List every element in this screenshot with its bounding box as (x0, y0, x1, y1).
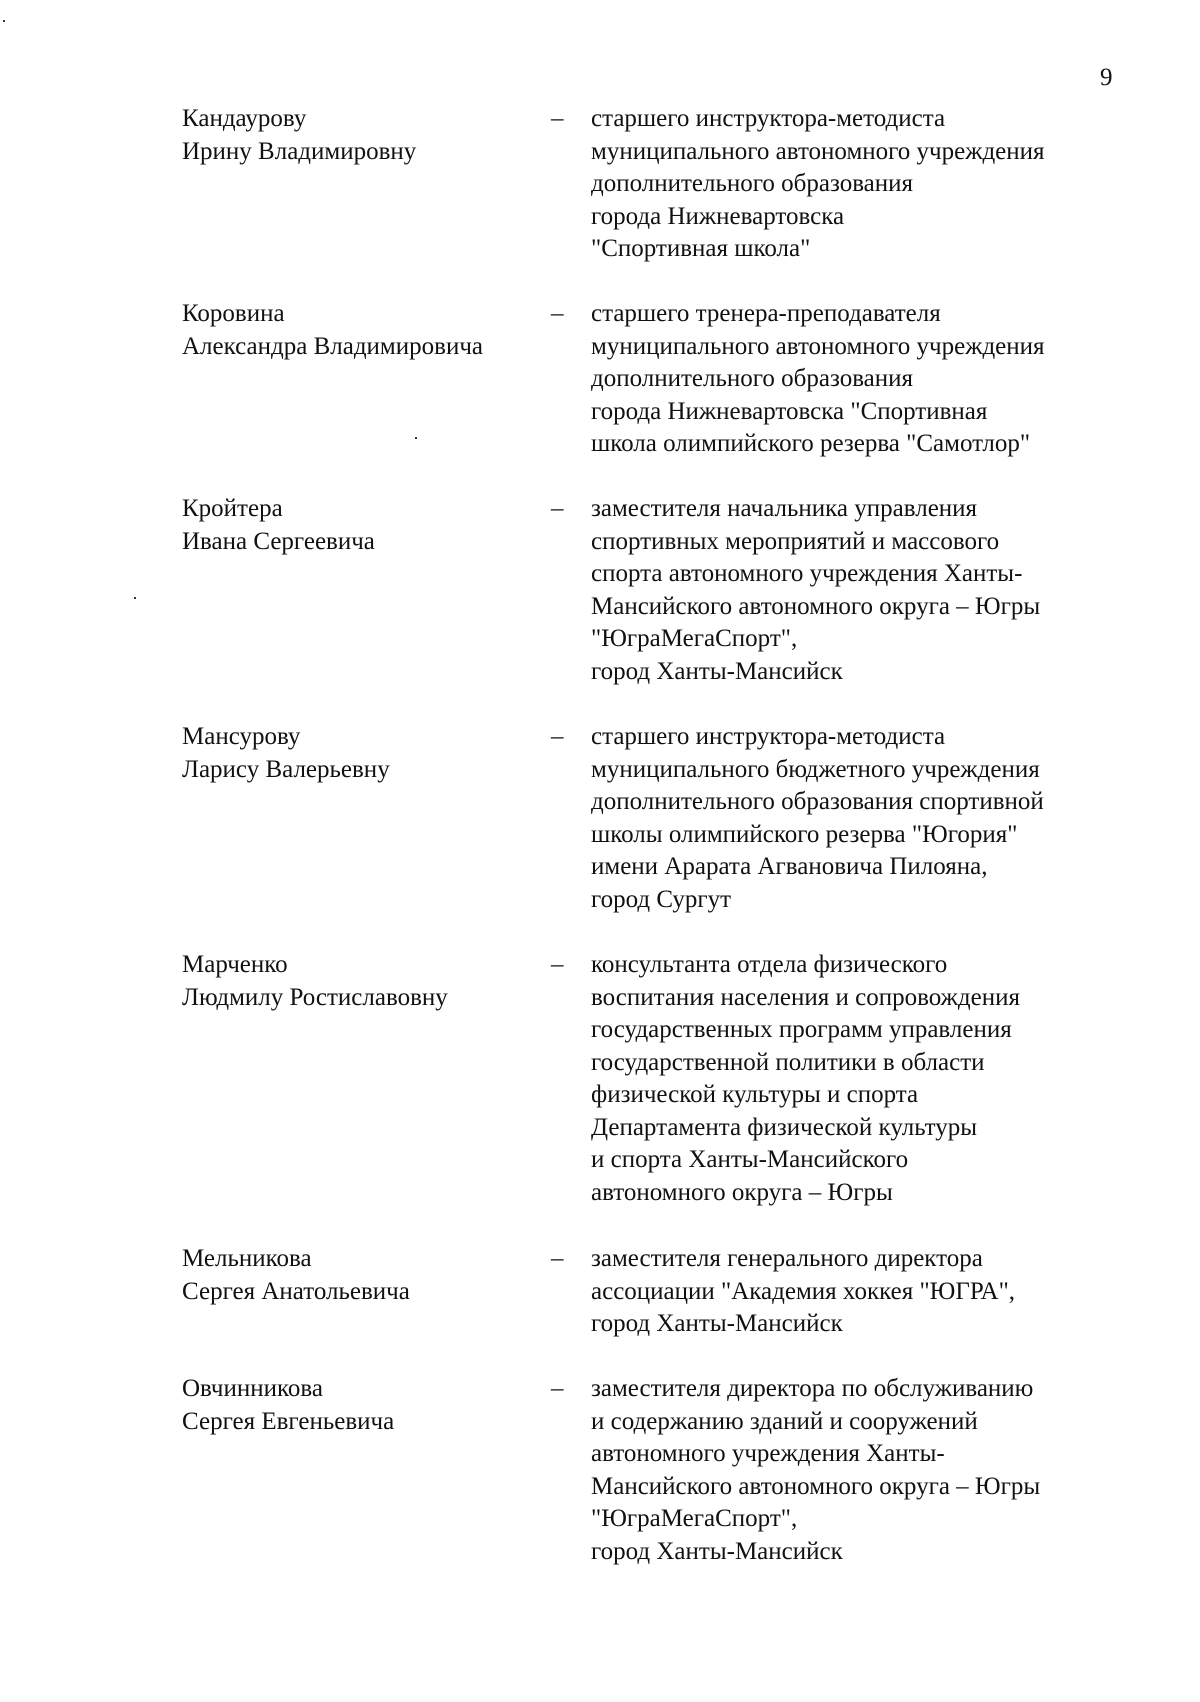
position-line: города Нижневартовска "Спортивная (591, 397, 988, 425)
position-line: старшего инструктора-методиста (591, 723, 946, 750)
person-name (182, 721, 552, 786)
person-name (182, 493, 552, 558)
separator-dash: – (551, 723, 564, 750)
person-surname: Мельникова (182, 1245, 312, 1272)
position-line: дополнительного образования (591, 365, 914, 392)
position-line: город Сургут (591, 885, 732, 913)
position-line: консультанта отдела физического (591, 951, 948, 978)
position-line: "Спортивная школа" (591, 235, 811, 262)
position-line: "ЮграМегаСпорт", (591, 1505, 798, 1532)
position-line: муниципального автономного учреждения (591, 332, 1045, 360)
person-surname: Коровина (182, 300, 285, 327)
position-line: автономного учреждения Ханты- (591, 1440, 945, 1467)
person-name (182, 1373, 552, 1438)
person-surname: Овчинникова (182, 1375, 323, 1402)
position-line: город Ханты-Мансийск (591, 1537, 843, 1565)
position-line: "ЮграМегаСпорт", (591, 625, 798, 652)
position-description (591, 493, 1131, 688)
person-given-name: Сергея Анатольевича (182, 1277, 410, 1305)
position-line: дополнительного образования (591, 170, 914, 197)
position-line: государственных программ управления (591, 1016, 1012, 1043)
page-number: 9 (1100, 64, 1113, 91)
position-line: старшего тренера-преподавателя (591, 300, 941, 327)
scan-speck (415, 437, 417, 439)
person-surname: Мансурову (182, 723, 301, 750)
position-line: Мансийского автономного округа – Югры (591, 1472, 1041, 1500)
position-line: Мансийского автономного округа – Югры (591, 592, 1041, 620)
scan-speck (134, 597, 136, 599)
person-name (182, 298, 552, 363)
person-surname: Марченко (182, 951, 288, 978)
position-line: города Нижневартовска (591, 202, 845, 230)
person-surname: Кройтера (182, 495, 283, 522)
separator-dash: – (551, 1375, 564, 1402)
position-description (591, 103, 1131, 266)
person-name (182, 1243, 552, 1308)
person-given-name: Ивана Сергеевича (182, 527, 375, 555)
person-given-name: Сергея Евгеньевича (182, 1407, 395, 1435)
position-description (591, 1243, 1131, 1341)
position-line: ассоциации "Академия хоккея "ЮГРА", (591, 1277, 1016, 1305)
position-line: город Ханты-Мансийск (591, 1310, 843, 1337)
separator-dash: – (551, 1245, 564, 1272)
position-line: спортивных мероприятий и массового (591, 527, 1000, 555)
position-line: спорта автономного учреждения Ханты- (591, 560, 1023, 587)
position-line: имени Арарата Агвановича Пилояна, (591, 853, 988, 880)
position-description (591, 949, 1131, 1209)
separator-dash: – (551, 495, 564, 522)
person-given-name: Ирину Владимировну (182, 137, 417, 165)
person-given-name: Александра Владимировича (182, 332, 483, 360)
person-surname: Кандаурову (182, 105, 307, 132)
position-line: воспитания населения и сопровождения (591, 983, 1020, 1011)
person-name (182, 103, 552, 168)
position-line: Департамента физической культуры (591, 1113, 978, 1141)
position-line: физической культуры и спорта (591, 1081, 919, 1108)
position-line: муниципального бюджетного учреждения (591, 755, 1040, 783)
separator-dash: – (551, 105, 564, 132)
position-line: дополнительного образования спортивной (591, 788, 1044, 815)
separator-dash: – (551, 300, 564, 327)
person-name (182, 949, 552, 1014)
position-description (591, 298, 1131, 461)
position-description (591, 1373, 1131, 1568)
position-line: государственной политики в области (591, 1048, 985, 1076)
person-given-name: Ларису Валерьевну (182, 755, 390, 783)
person-given-name: Людмилу Ростиславовну (182, 983, 448, 1011)
position-line: школа олимпийского резерва "Самотлор" (591, 430, 1031, 457)
scan-speck (3, 20, 5, 22)
position-line: старшего инструктора-методиста (591, 105, 946, 132)
position-line: город Ханты-Мансийск (591, 657, 843, 685)
position-line: заместителя директора по обслуживанию (591, 1375, 1034, 1402)
position-line: муниципального автономного учреждения (591, 137, 1045, 165)
position-description (591, 721, 1131, 916)
position-line: заместителя генерального директора (591, 1245, 983, 1272)
separator-dash: – (551, 951, 564, 978)
position-line: заместителя начальника управления (591, 495, 978, 522)
position-line: автономного округа – Югры (591, 1178, 893, 1206)
position-line: и содержанию зданий и сооружений (591, 1407, 978, 1435)
position-line: и спорта Ханты-Мансийского (591, 1146, 909, 1173)
position-line: школы олимпийского резерва "Югория" (591, 820, 1018, 848)
